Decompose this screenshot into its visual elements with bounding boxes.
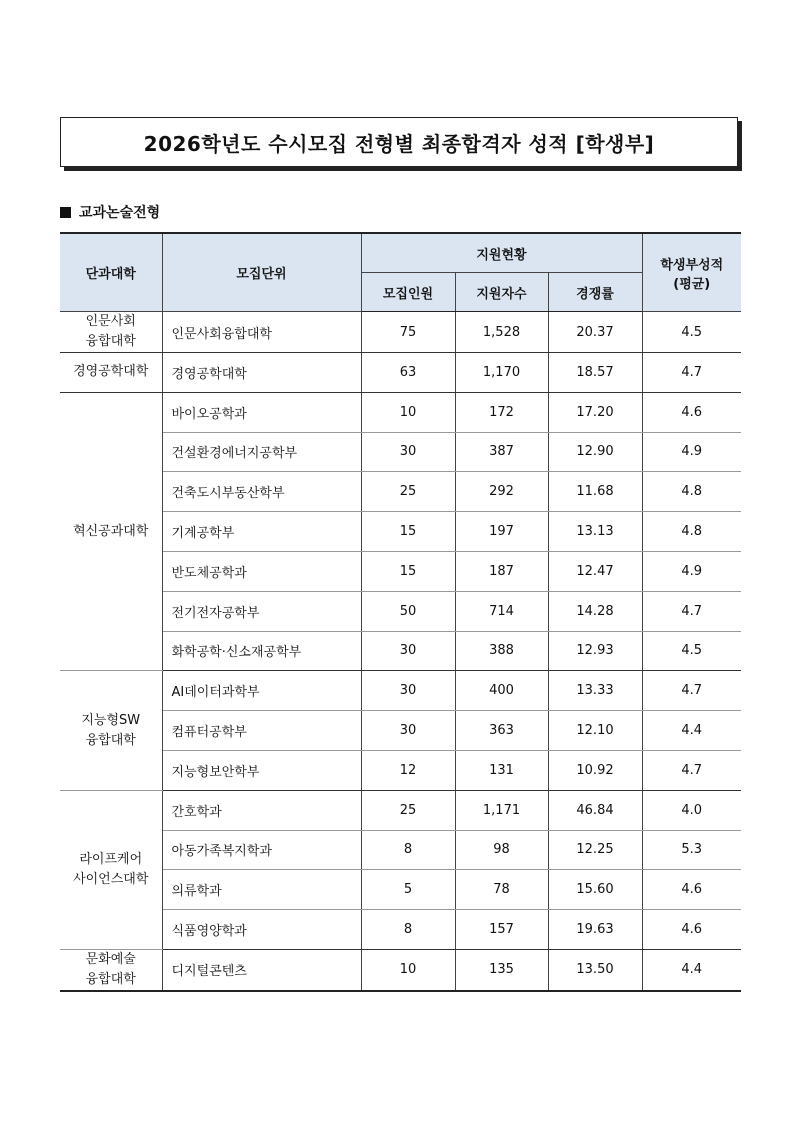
- header-grade: [642, 233, 741, 312]
- header-recruit: 모집인원: [361, 273, 455, 312]
- applicants-cell: 98: [455, 830, 548, 870]
- section-heading: [60, 202, 160, 222]
- unit-cell: 식품영양학과: [162, 910, 361, 950]
- header-college: 단과대학: [60, 233, 162, 312]
- section-label: 교과논술전형: [79, 205, 161, 221]
- grade-cell: 4.8: [642, 512, 741, 552]
- table-row: [60, 750, 741, 790]
- unit-cell: 기계공학부: [162, 512, 361, 552]
- results-table: [60, 232, 741, 992]
- applicants-cell: 135: [455, 949, 548, 991]
- applicants-cell: 1,528: [455, 312, 548, 353]
- recruit-cell: 15: [361, 512, 455, 552]
- applicants-cell: 131: [455, 750, 548, 790]
- recruit-cell: 10: [361, 392, 455, 432]
- college-name-line: 라이프케어: [79, 851, 143, 867]
- ratio-cell: 10.92: [548, 750, 642, 790]
- recruit-cell: 75: [361, 312, 455, 353]
- college-cell: [60, 790, 162, 949]
- ratio-cell: 12.10: [548, 711, 642, 751]
- header-applicants: 지원자수: [455, 273, 548, 312]
- table-row: [60, 711, 741, 751]
- college-name-line: 지능형SW: [81, 712, 141, 728]
- college-cell: [60, 312, 162, 353]
- unit-cell: 지능형보안학부: [162, 750, 361, 790]
- grade-cell: 4.9: [642, 551, 741, 591]
- grade-cell: 4.0: [642, 790, 741, 830]
- college-name-line: 혁신공과대학: [73, 523, 149, 539]
- applicants-cell: 172: [455, 392, 548, 432]
- recruit-cell: 15: [361, 551, 455, 591]
- unit-cell: AI데이터과학부: [162, 671, 361, 711]
- header-status-group: 지원현황: [361, 233, 642, 273]
- recruit-cell: 30: [361, 432, 455, 472]
- grade-cell: 4.6: [642, 910, 741, 950]
- table-row: [60, 353, 741, 393]
- recruit-cell: 30: [361, 711, 455, 751]
- college-name-line: 사이언스대학: [73, 871, 149, 887]
- recruit-cell: 25: [361, 790, 455, 830]
- table-row: [60, 472, 741, 512]
- grade-cell: 4.7: [642, 353, 741, 393]
- grade-cell: 4.7: [642, 750, 741, 790]
- table-row: [60, 631, 741, 671]
- recruit-cell: 30: [361, 671, 455, 711]
- applicants-cell: 1,170: [455, 353, 548, 393]
- recruit-cell: 8: [361, 830, 455, 870]
- ratio-cell: 13.33: [548, 671, 642, 711]
- recruit-cell: 5: [361, 870, 455, 910]
- header-grade-line1: 학생부성적: [660, 257, 724, 273]
- table-row: [60, 591, 741, 631]
- unit-cell: 반도체공학과: [162, 551, 361, 591]
- header-grade-line2: (평균): [673, 276, 711, 292]
- header-unit: 모집단위: [162, 233, 361, 312]
- ratio-cell: 13.13: [548, 512, 642, 552]
- table-body: [60, 312, 741, 991]
- grade-cell: 4.5: [642, 631, 741, 671]
- ratio-cell: 12.47: [548, 551, 642, 591]
- unit-cell: 전기전자공학부: [162, 591, 361, 631]
- table-row: [60, 432, 741, 472]
- ratio-cell: 20.37: [548, 312, 642, 353]
- table-row: [60, 830, 741, 870]
- college-cell: [60, 949, 162, 991]
- grade-cell: 4.4: [642, 949, 741, 991]
- unit-cell: 의류학과: [162, 870, 361, 910]
- unit-cell: 바이오공학과: [162, 392, 361, 432]
- applicants-cell: 363: [455, 711, 548, 751]
- college-name-line: 융합대학: [85, 971, 136, 987]
- applicants-cell: 388: [455, 631, 548, 671]
- table-row: [60, 551, 741, 591]
- college-name-line: 인문사회: [85, 314, 136, 329]
- table-row: [60, 910, 741, 950]
- ratio-cell: 13.50: [548, 949, 642, 991]
- recruit-cell: 8: [361, 910, 455, 950]
- table-row: [60, 312, 741, 353]
- college-cell: [60, 392, 162, 671]
- table-row: [60, 671, 741, 711]
- unit-cell: 인문사회융합대학: [162, 312, 361, 353]
- college-name-line: 융합대학: [85, 732, 136, 748]
- applicants-cell: 187: [455, 551, 548, 591]
- square-bullet-icon: [60, 207, 71, 218]
- table-row: [60, 392, 741, 432]
- recruit-cell: 12: [361, 750, 455, 790]
- grade-cell: 4.9: [642, 432, 741, 472]
- unit-cell: 간호학과: [162, 790, 361, 830]
- applicants-cell: 387: [455, 432, 548, 472]
- grade-cell: 4.8: [642, 472, 741, 512]
- unit-cell: 건설환경에너지공학부: [162, 432, 361, 472]
- applicants-cell: 197: [455, 512, 548, 552]
- unit-cell: 아동가족복지학과: [162, 830, 361, 870]
- college-name-line: 문화예술: [85, 951, 136, 967]
- grade-cell: 4.5: [642, 312, 741, 353]
- ratio-cell: 12.90: [548, 432, 642, 472]
- unit-cell: 경영공학대학: [162, 353, 361, 393]
- recruit-cell: 50: [361, 591, 455, 631]
- ratio-cell: 11.68: [548, 472, 642, 512]
- ratio-cell: 14.28: [548, 591, 642, 631]
- header-ratio: 경쟁률: [548, 273, 642, 312]
- recruit-cell: 10: [361, 949, 455, 991]
- applicants-cell: 714: [455, 591, 548, 631]
- college-cell: [60, 671, 162, 790]
- ratio-cell: 18.57: [548, 353, 642, 393]
- table-row: [60, 949, 741, 991]
- ratio-cell: 46.84: [548, 790, 642, 830]
- unit-cell: 건축도시부동산학부: [162, 472, 361, 512]
- unit-cell: 디지털콘텐츠: [162, 949, 361, 991]
- ratio-cell: 15.60: [548, 870, 642, 910]
- college-cell: [60, 353, 162, 393]
- grade-cell: 4.7: [642, 591, 741, 631]
- grade-cell: 4.7: [642, 671, 741, 711]
- table-row: [60, 512, 741, 552]
- applicants-cell: 78: [455, 870, 548, 910]
- grade-cell: 4.4: [642, 711, 741, 751]
- page-title: 2026학년도 수시모집 전형별 최종합격자 성적 [학생부]: [60, 117, 738, 167]
- unit-cell: 화학공학·신소재공학부: [162, 631, 361, 671]
- applicants-cell: 292: [455, 472, 548, 512]
- table-row: [60, 790, 741, 830]
- ratio-cell: 17.20: [548, 392, 642, 432]
- recruit-cell: 30: [361, 631, 455, 671]
- ratio-cell: 19.63: [548, 910, 642, 950]
- unit-cell: 컴퓨터공학부: [162, 711, 361, 751]
- college-name-line: 경영공학대학: [73, 364, 149, 380]
- ratio-cell: 12.93: [548, 631, 642, 671]
- grade-cell: 4.6: [642, 392, 741, 432]
- grade-cell: 4.6: [642, 870, 741, 910]
- table-row: [60, 870, 741, 910]
- ratio-cell: 12.25: [548, 830, 642, 870]
- applicants-cell: 157: [455, 910, 548, 950]
- applicants-cell: 400: [455, 671, 548, 711]
- recruit-cell: 25: [361, 472, 455, 512]
- grade-cell: 5.3: [642, 830, 741, 870]
- applicants-cell: 1,171: [455, 790, 548, 830]
- college-name-line: 융합대학: [85, 334, 136, 349]
- recruit-cell: 63: [361, 353, 455, 393]
